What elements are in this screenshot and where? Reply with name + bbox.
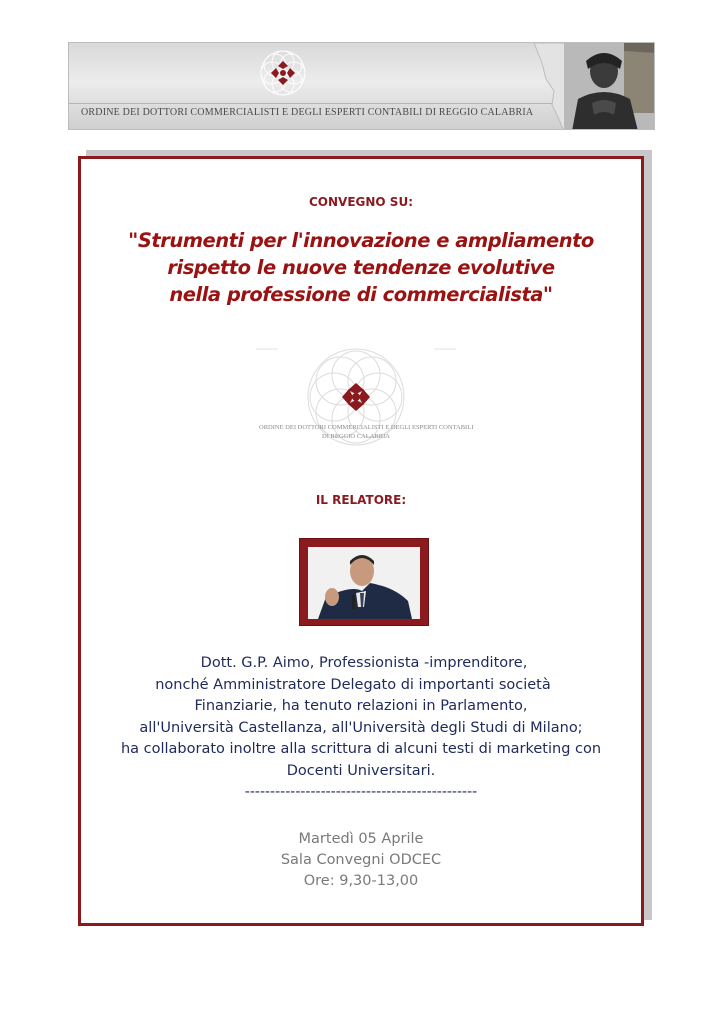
event-title-line: "Strumenti per l'innovazione e ampliamento (128, 229, 594, 252)
event-title-line: nella professione di commercialista" (169, 283, 553, 306)
watermark-logo-line: ORDINE DEI DOTTORI COMMERCIALISTI E DEGLI ESPERTI CONTABILI (259, 424, 474, 431)
separator-line: ---------------------------------------------- (244, 784, 478, 800)
speaker-photo-frame (299, 538, 429, 626)
event-date: Martedì 05 Aprile (298, 831, 424, 847)
event-details (101, 829, 621, 892)
header-banner (68, 42, 655, 130)
event-venue: Sala Convegni ODCEC (280, 852, 442, 868)
bronze-statue-image (564, 43, 655, 130)
bio-line: ha collaborato inoltre alla scrittura di alcuni testi di marketing con (120, 741, 602, 757)
bio-line: Dott. G.P. Aimo, Professionista -imprenditore, (200, 655, 528, 671)
bio-line: all'Università Castellanza, all'Università degli Studi di Milano; (139, 719, 583, 736)
odcec-logo-icon (259, 49, 307, 97)
bio-line: nonché Amministratore Delegato di importanti società (155, 676, 551, 693)
organization-name: ORDINE DEI DOTTORI COMMERCIALISTI E DEGLI ESPERTI CONTABILI DI REGGIO CALABRIA (81, 107, 534, 118)
speaker-bio (101, 653, 621, 782)
bio-line: Finanziarie, ha tenuto relazioni in Parlamento, (194, 698, 528, 714)
speaker-photo (308, 547, 420, 619)
event-title (101, 227, 621, 308)
watermark-logo-line: DI REGGIO CALABRIA (322, 433, 390, 440)
speaker-heading: IL RELATORE: (315, 493, 407, 507)
event-kicker: CONVEGNO SU: (309, 195, 413, 209)
watermark-logo-text (259, 423, 474, 441)
watermark-logo-icon (256, 345, 474, 461)
event-time: Ore: 9,30-13,00 (303, 873, 419, 889)
speaker-portrait-image (308, 547, 420, 619)
event-frame (78, 156, 644, 926)
event-title-line: rispetto le nuove tendenze evolutive (167, 256, 555, 279)
bio-line: Docenti Universitari. (286, 762, 436, 779)
